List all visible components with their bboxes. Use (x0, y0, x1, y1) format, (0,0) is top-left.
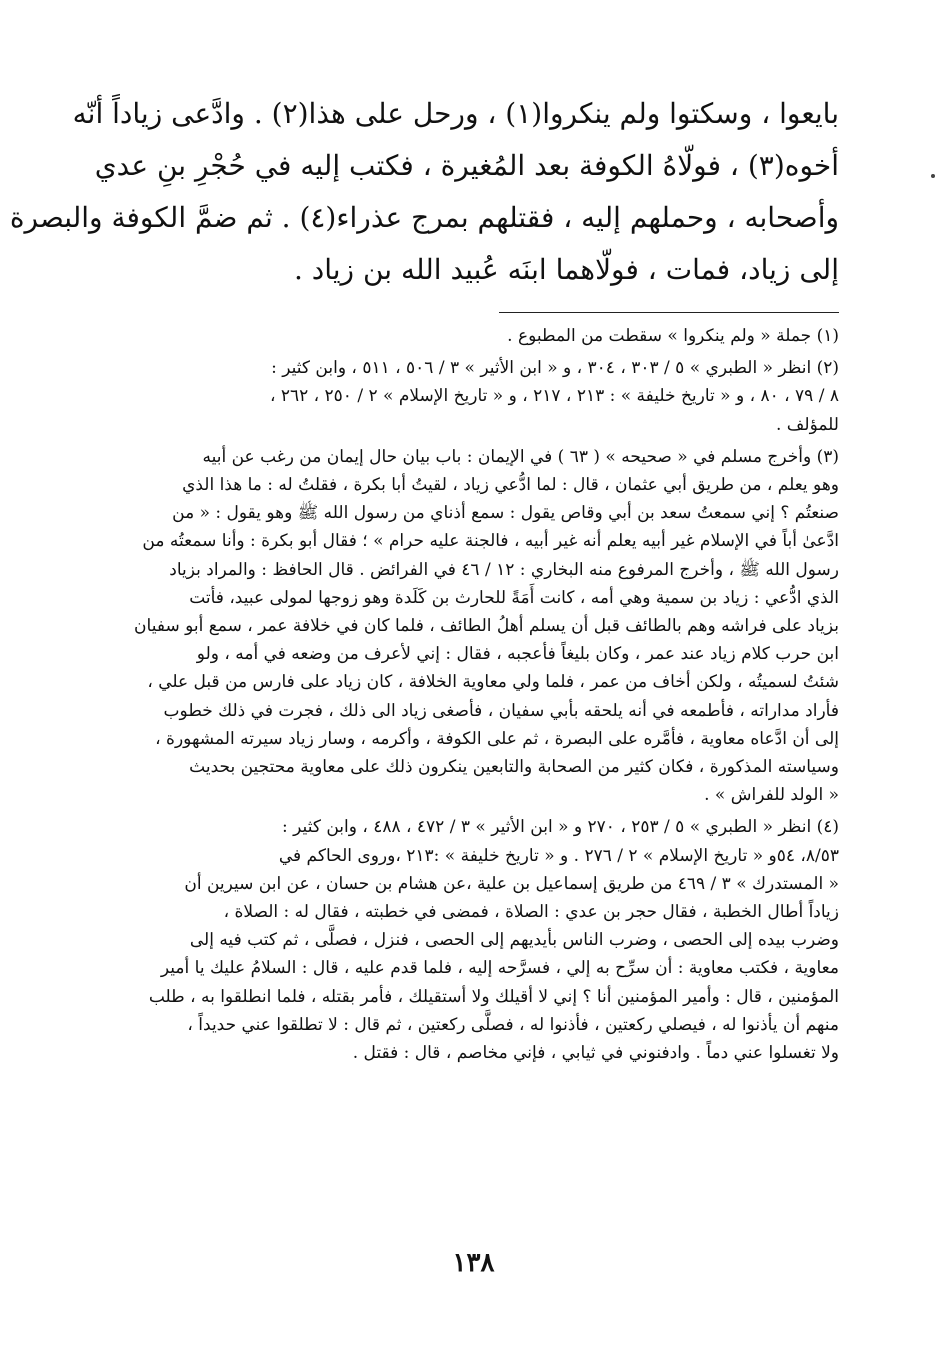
footnote-line: منهم أن يأذنوا له ، فيصلي ركعتين ، فأذنوا له ، فصلَّى ركعتين ، ثم قال : لا تطلقوا عني حديداً ، (187, 1014, 839, 1035)
margin-mark (931, 174, 935, 178)
main-text (9, 88, 839, 296)
main-text-line: وأصحابه ، وحملهم إليه ، فقتلهم بمرج عذراء(٤) . ثم ضمَّ الكوفة والبصرة (9, 201, 839, 234)
footnotes (118, 322, 839, 1071)
footnote-line: للمؤلف . (775, 414, 839, 435)
footnote-divider (499, 312, 839, 313)
footnote-1 (118, 322, 839, 350)
footnote-line: ولا تغسلوا عني دماً . وادفنوني في ثيابي ، فإني مخاصم ، قال : فقتل . (352, 1043, 839, 1064)
footnote-line: وهو يعلم ، من طريق أبي عثمان ، قال : لما ادُّعي زياد ، لقيتُ أبا بكرة ، فقلتُ له : ما هذا الذي (182, 475, 839, 496)
footnote-line: فأراد مداراته ، فأطمعه في أنه يلحقه بأبي سفيان ، فأصغى زياد الى ذلك ، فجرت في ذلك خطوب (163, 700, 839, 721)
main-text-line: بايعوا ، وسكتوا ولم ينكروا(١) ، ورحل على هذا(٢) . وادَّعى زياداً أنّه (72, 97, 839, 130)
footnote-line: (١) جملة « ولم ينكروا » سقطت من المطبوع . (507, 326, 839, 346)
footnote-line: « الولد للفراش » . (704, 785, 839, 806)
footnote-line: بزياد على فراشه وهم بالطائف قبل أن يسلم أهلُ الطائف ، فلما كان في خلافة عمر ، سمع أبو سفيان (134, 616, 839, 637)
footnote-3 (118, 443, 839, 810)
footnote-line: (٣) وأخرج مسلم في « صحيحه » ( ٦٣ ) في الإيمان : باب بيان حال إيمان من رغب عن أبيه (202, 446, 839, 467)
footnote-line: (٤) انظر « الطبري » ٥ / ٢٥٣ ، ٢٧٠ و « ابن الأثير » ٣ / ٤٧٢ ، ٤٨٨ ، وابن كثير : (282, 817, 839, 838)
footnote-line: وضرب بيده إلى الحصى ، وضرب الناس بأيديهم إلى الحصى ، فنزل ، فصلَّى ، ثم كتب فيه إلى (189, 930, 839, 951)
footnote-line: المؤمنين ، قال : وأمير المؤمنين أنا ؟ إني لا أقيلك ولا أستقيلك ، فأمر بقتله ، فلما انطلقوا به ، طلب (148, 986, 839, 1007)
footnote-4 (118, 813, 839, 1067)
footnote-line: (٢) انظر « الطبري » ٥ / ٣٠٣ ، ٣٠٤ ، و « ابن الأثير » ٣ / ٥٠٦ ، ٥١١ ، وابن كثير : (271, 358, 839, 379)
footnote-line: الذي ادُّعي : زياد بن سمية وهي أمه ، كانت أَمَةً للحارث بن كَلَدة وهو زوجها لمولى عبيد، فأتت (189, 587, 839, 608)
footnote-line: ٨/٥٣، ٥٤و « تاريخ الإسلام » ٢ / ٢٧٦ . و « تاريخ خليفة » :٢١٣ ،وروى الحاكم في (278, 845, 839, 866)
main-text-line: أخوه(٣) ، فولّاهُ الكوفة بعد المُغيرة ، فكتب إليه في حُجْرِ بنِ عدي (94, 149, 839, 182)
footnote-line: صنعتُم ؟ إني سمعتُ سعد بن أبي وقاص يقول : سمع أذناي من رسول الله ﷺ وهو يقول : « من (172, 503, 839, 524)
main-text-line: إلى زياد، فمات ، فولّاهما ابنَه عُبيد الله بن زياد . (293, 253, 839, 286)
footnote-line: ابن حرب كلام زياد عند عمر ، وكان بليغاً فأعجبه ، فقال : إني لأعرف من وضعه في أمه ، ولو (196, 644, 839, 665)
footnote-line: « المستدرك » ٣ / ٤٦٩ من طريق إسماعيل بن علية ،عن هشام بن حسان ، عن ابن سيرين أن (184, 873, 839, 894)
footnote-line: رسول الله ﷺ ، وأخرج المرفوع منه البخاري : ١٢ / ٤٦ في الفرائض . قال الحافظ : والمراد بزياد (169, 559, 839, 580)
footnote-line: ٨ / ٧٩ ، ٨٠ ، و « تاريخ خليفة » : ٢١٣ ، ٢١٧ ، و « تاريخ الإسلام » ٢ / ٢٥٠ ، ٢٦٢ ، (269, 386, 839, 407)
footnote-line: زياداً أطال الخطبة ، فقال حجر بن عدي : الصلاة ، فمضى في خطبته ، فقال له : الصلاة ، (223, 902, 839, 923)
footnote-line: ادَّعىٰ أباً في الإسلام غير أبيه يعلم أنه غير أبيه ، فالجنة عليه حرام » ؛ فقال أبو بكرة : وأنا سمعتُه من (142, 531, 839, 552)
footnote-line: معاوية ، فكتب معاوية : أن سرِّح به إلي ، فسرَّحه إليه ، فلما قدم عليه ، قال : السلامُ عليك يا أمير (160, 958, 839, 979)
footnote-line: شئتُ لسميتُه ، ولكن أخاف من عمر ، فلما ولي معاوية الخلافة ، كان زياد على فارس من قبل علي ، (147, 672, 839, 693)
footnote-2 (118, 354, 839, 439)
page-number: ١٣٨ (452, 1248, 495, 1278)
footnote-line: وسياسته المذكورة ، فكان كثير من الصحابة والتابعين ينكرون ذلك على معاوية محتجين بحديث (189, 757, 839, 778)
footnote-line: إلى أن ادَّعاه معاوية ، فأمَّره على البصرة ، ثم على الكوفة ، وأكرمه ، وسار زياد سيرته المشهورة ، (155, 728, 839, 749)
